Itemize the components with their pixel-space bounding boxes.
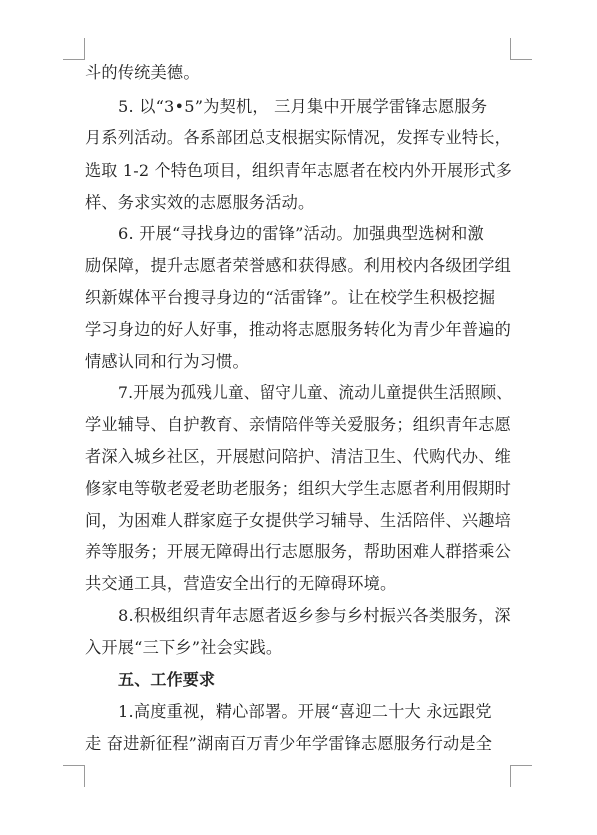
text-line: 织新媒体平台搜寻身边的“活雷锋”。让在校学生积极挖掘 [85,288,496,307]
text-line: 修家电等敬老爱老助老服务；组织大学生志愿者利用假期时 [85,479,512,498]
text-line: 养等服务；开展无障碍出行志愿服务，帮助困难人群搭乘公 [85,542,512,561]
text-line: 共交通工具，营造安全出行的无障碍环境。 [85,574,397,593]
text-line: 入开展“三下乡”社会实践。 [85,638,283,657]
crop-mark-bottom-left [84,765,85,787]
text-line: 6. 开展“寻找身边的雷锋”活动。加强典型选树和激 [118,224,484,243]
text-line: 5. 以“3•5”为契机， 三月集中开展学雷锋志愿服务 [118,97,488,116]
crop-mark-top-right [510,38,511,60]
text-line: 8.积极组织青年志愿者返乡参与乡村振兴各类服务，深 [118,606,511,625]
crop-mark-bottom-right [510,765,532,766]
crop-mark-top-left [84,38,85,60]
text-line: 选取 1-2 个特色项目，组织青年志愿者在校内外开展形式多 [85,161,513,180]
text-line: 者深入城乡社区，开展慰问陪护、清洁卫生、代购代办、维 [85,447,512,466]
text-line: 励保障，提升志愿者荣誉感和获得感。利用校内各级团学组 [85,256,512,275]
text-line: 走 奋进新征程”湖南百万青少年学雷锋志愿服务行动是全 [85,734,493,753]
crop-mark-bottom-left [63,765,85,766]
crop-mark-bottom-right [510,765,511,787]
text-line: 1.高度重视，精心部署。开展“喜迎二十大 永远跟党 [118,702,492,721]
text-line: 学习身边的好人好事，推动将志愿服务转化为青少年普遍的 [85,320,512,339]
section-heading: 五、工作要求 [118,670,216,689]
text-line: 情感认同和行为习惯。 [85,352,249,371]
text-line: 样、务求实效的志愿服务活动。 [85,193,315,212]
text-line: 斗的传统美德。 [85,63,200,82]
text-line: 月系列活动。各系部团总支根据实际情况，发挥专业特长， [85,128,512,147]
text-line: 间，为困难人群家庭子女提供学习辅导、生活陪伴、兴趣培 [85,511,512,530]
text-line: 学业辅导、自护教育、亲情陪伴等关爱服务；组织青年志愿 [85,415,512,434]
text-line: 7.开展为孤残儿童、留守儿童、流动儿童提供生活照顾、 [118,383,513,402]
